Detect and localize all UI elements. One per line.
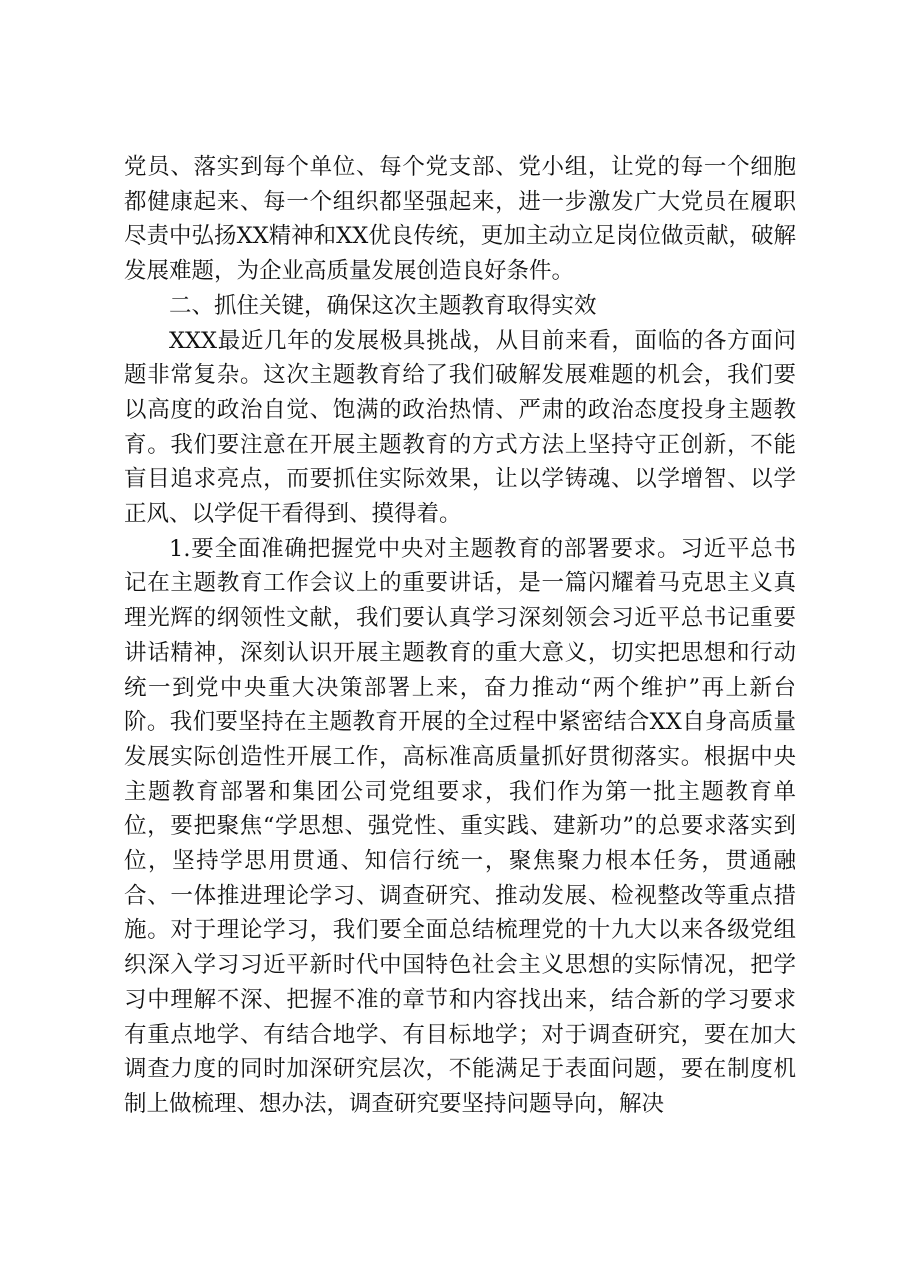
document-body xyxy=(124,150,796,1122)
paragraph-challenges: XXX最近几年的发展极具挑战，从目前来看，面临的各方面问题非常复杂。这次主题教育给了我们破解发展难题的机会，我们要以高度的政治自觉、饱满的政治热情、严肃的政治态度投身主题教育。我们要注意在开展主题教育的方式方法上坚持守正创新，不能盲目追求亮点，而要抓住实际效果，让以学铸魂、以学增智、以学正风、以学促干看得到、摸得着。 xyxy=(124,327,796,528)
section-heading: 二、抓住关键，确保这次主题教育取得实效 xyxy=(169,292,597,319)
paragraph-continuation: 党员、落实到每个单位、每个党支部、党小组，让党的每一个细胞都健康起来、每一个组织都坚强起来，进一步激发广大党员在履职尽责中弘扬XX精神和XX优良传统，更加主动立足岗位做贡献，破解发展难题，为企业高质量发展创造良好条件。 xyxy=(124,154,796,285)
paragraph-item-1: 1.要全面准确把握党中央对主题教育的部署要求。习近平总书记在主题教育工作会议上的重要讲话，是一篇闪耀着马克思主义真理光辉的纲领性文献，我们要认真学习深刻领会习近平总书记重要讲话精神，深刻认识开展主题教育的重大意义，切实把思想和行动统一到党中央重大决策部署上来，奋力推动“两个维护”再上新台阶。我们要坚持在主题教育开展的全过程中紧密结合XX自身高质量发展实际创造性开展工作，高标准高质量抓好贯彻落实。根据中央主题教育部署和集团公司党组要求，我们作为第一批主题教育单位，要把聚焦“学思想、强党性、重实践、建新功”的总要求落实到位，坚持学思用贯通、知信行统一，聚焦聚力根本任务，贯通融合、一体推进理论学习、调查研究、推动发展、检视整改等重点措施。对于理论学习，我们要全面总结梳理党的十九大以来各级党组织深入学习习近平新时代中国特色社会主义思想的实际情况，把学习中理解不深、把握不准的章节和内容找出来，结合新的学习要求有重点地学、有结合地学、有目标地学；对于调查研究，要在加大调查力度的同时加深研究层次，不能满足于表面问题，要在制度机制上做梳理、想办法，调查研究要坚持问题导向，解决 xyxy=(124,535,796,1117)
